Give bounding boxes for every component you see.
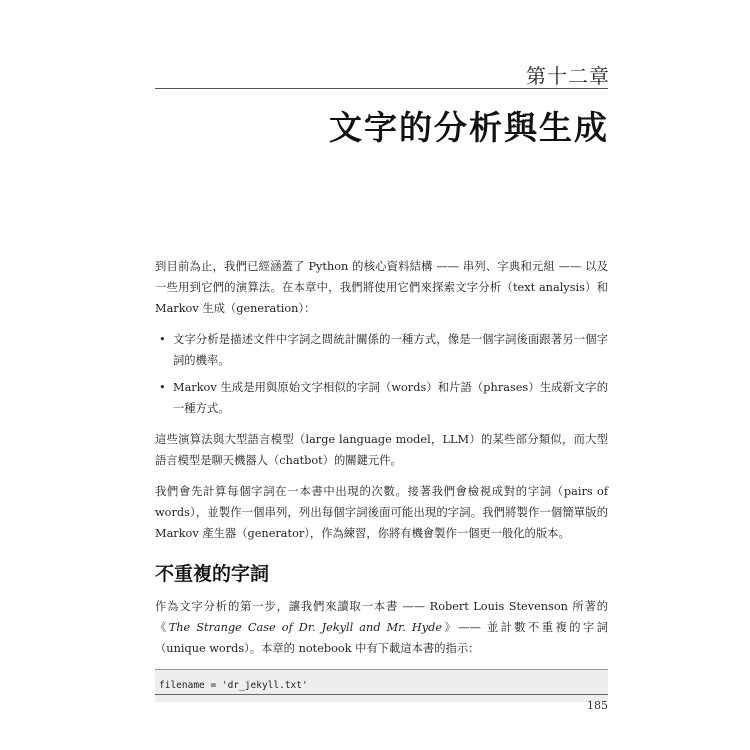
bullet-list xyxy=(155,329,608,419)
section-text-after: 》—— 並計數不重複的字詞（unique words）。本章的 notebook 中有下載這本書的指示： xyxy=(155,621,608,655)
chapter-divider xyxy=(155,88,608,89)
chapter-title: 文字的分析與生成 xyxy=(329,108,609,147)
intro-paragraph-1: 到目前為止，我們已經涵蓋了 Python 的核心資料結構 —— 串列、字典和元組 —— 以及一些用到它們的演算法。在本章中，我們將使用它們來探索文字分析（text analysis）和 Markov 生成（generation）： xyxy=(155,260,608,315)
footer-divider xyxy=(155,694,608,695)
section-heading: 不重複的字詞 xyxy=(155,563,270,585)
book-title: The Strange Case of Dr. Jekyll and Mr. Hyde xyxy=(168,621,443,634)
bullet-item-text-analysis xyxy=(155,329,608,371)
intro-paragraph-2: 這些演算法與大型語言模型（large language model，LLM）的某些部分類似，而大型語言模型是聊天機器人（chatbot）的關鍵元件。 xyxy=(155,433,608,467)
bullet-icon: • xyxy=(159,381,166,394)
chapter-label: 第十二章 xyxy=(526,64,610,88)
body-text xyxy=(155,256,608,702)
intro-paragraph-3: 我們會先計算每個字詞在一本書中出現的次數。接著我們會檢視成對的字詞（pairs of words），並製作一個串列，列出每個字詞後面可能出現的字詞。我們將製作一個簡單版的 Markov 產生器（generator），作為練習，你將有機會製作一個更一般化的版本。 xyxy=(155,485,608,540)
code-block: filename = 'dr_jekyll.txt' xyxy=(155,669,608,702)
bullet-text: 文字分析是描述文件中字詞之間統計關係的一種方式，像是一個字詞後面跟著另一個字詞的機率。 xyxy=(173,333,608,367)
bullet-icon: • xyxy=(159,333,166,346)
section-text-before: 作為文字分析的第一步，讓我們來讀取一本書 —— Robert Louis Stevenson 所著的《 xyxy=(155,600,608,634)
page-number: 185 xyxy=(587,699,608,712)
bullet-text: Markov 生成是用與原始文字相似的字詞（words）和片語（phrases）生成新文字的一種方式。 xyxy=(173,381,608,415)
section-paragraph xyxy=(155,596,608,659)
bullet-item-markov xyxy=(155,377,608,419)
